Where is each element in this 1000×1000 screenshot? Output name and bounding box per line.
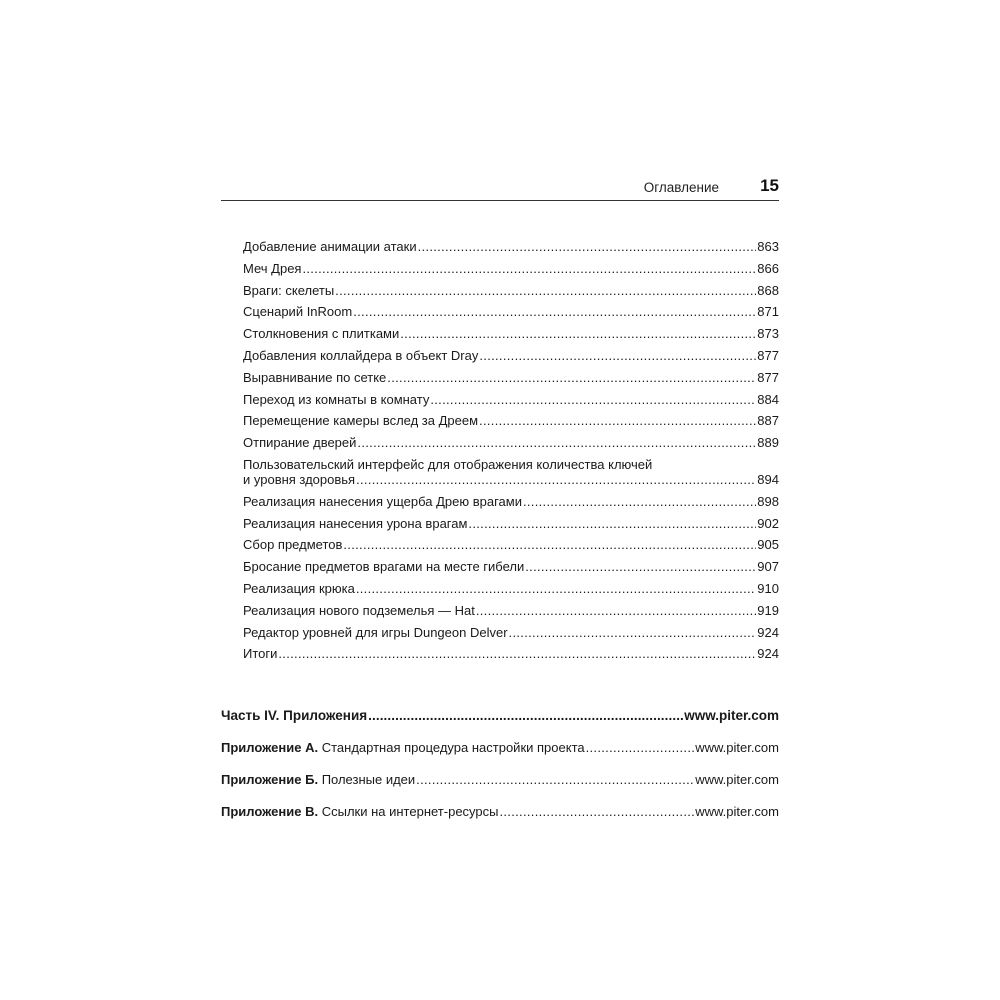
toc-entry-page: 877: [757, 369, 779, 385]
toc-entry-page: 919: [757, 602, 779, 618]
toc-entry-title-line2: и уровня здоровья: [243, 471, 356, 487]
toc-entry: [243, 410, 779, 432]
toc-entry: [243, 389, 779, 411]
toc-entry-title: Добавление анимации атаки: [243, 239, 417, 254]
dot-leader: [523, 491, 756, 513]
toc-entry-title: Реализация нанесения урона врагам: [243, 515, 468, 531]
toc-entry: [243, 301, 779, 323]
toc-entry-page: 866: [757, 260, 779, 276]
toc-entry-title: Добавления коллайдера в объект Dray: [243, 347, 479, 363]
toc-entry-title: Сбор предметов: [243, 537, 343, 553]
toc-entry-page: 884: [757, 391, 779, 407]
appendix-entry: [221, 769, 779, 791]
dot-leader: [400, 323, 756, 345]
toc-entry-title: Реализация нанесения ущерба Дрею врагами: [243, 493, 522, 509]
toc-entry-page: 924: [757, 624, 779, 640]
toc-entry-title: Меч Дрея: [243, 260, 302, 276]
dot-leader: [476, 600, 756, 622]
toc-entry-page: 924: [757, 646, 779, 662]
dot-leader: [509, 622, 757, 644]
dot-leader: [416, 769, 694, 791]
appendix-title: Ссылки на интернет-ресурсы: [321, 804, 499, 819]
appendix-page: www.piter.com: [695, 772, 779, 787]
appendix-entry: [221, 737, 779, 759]
toc-entry-second-line: [243, 469, 779, 491]
toc-entry-page: 863: [757, 239, 779, 254]
toc-entry-title: Столкновения с плитками: [243, 326, 400, 342]
toc-entry-page: 905: [757, 537, 779, 553]
part-title: Часть IV. Приложения: [221, 708, 368, 723]
appendix-label: [221, 737, 585, 759]
dot-leader: [278, 643, 756, 665]
toc-entry: [243, 600, 779, 622]
dot-leader: [357, 432, 756, 454]
toc-entry: [243, 280, 779, 302]
running-header: [221, 176, 779, 201]
toc-entry-title: Отпирание дверей: [243, 435, 357, 451]
toc-entry: [243, 491, 779, 513]
toc-entry-title: Сценарий InRoom: [243, 304, 353, 320]
toc-entry-page: 894: [757, 471, 779, 487]
page-number: 15: [760, 176, 779, 195]
toc-entry-title: Выравнивание по сетке: [243, 369, 387, 385]
toc-entry: [243, 432, 779, 454]
part-heading: [221, 705, 779, 727]
appendix-title: Полезные идеи: [321, 772, 416, 787]
part-page: www.piter.com: [684, 708, 779, 723]
appendix-page: www.piter.com: [695, 804, 779, 819]
toc-entry: [243, 643, 779, 665]
dot-leader: [356, 469, 756, 491]
toc-entry: [243, 578, 779, 600]
appendix-prefix: Приложение А.: [221, 740, 319, 755]
dot-leader: [430, 389, 756, 411]
appendix-prefix: Приложение Б.: [221, 772, 319, 787]
dot-leader: [479, 345, 756, 367]
toc-entry: [243, 534, 779, 556]
toc-entry: [243, 236, 779, 258]
dot-leader: [418, 236, 757, 258]
appendix-prefix: Приложение В.: [221, 804, 319, 819]
toc-entry: [243, 367, 779, 389]
toc-entry: [243, 345, 779, 367]
toc-entry-page: 907: [757, 559, 779, 575]
appendix-label: [221, 769, 415, 791]
appendix-page: www.piter.com: [695, 740, 779, 755]
toc-entry-title: Итоги: [243, 646, 278, 662]
dot-leader: [368, 705, 683, 727]
appendix-label: [221, 801, 498, 823]
toc-entry-title: Бросание предметов врагами на месте гибели: [243, 559, 525, 575]
dot-leader: [356, 578, 756, 600]
toc-entry-title: Перемещение камеры вслед за Дреем: [243, 413, 479, 429]
dot-leader: [468, 513, 756, 535]
toc-entry-title: Переход из комнаты в комнату: [243, 391, 430, 407]
dot-leader: [479, 410, 756, 432]
dot-leader: [586, 737, 695, 759]
appendix-title: Стандартная процедура настройки проекта: [321, 740, 585, 755]
dot-leader: [387, 367, 756, 389]
toc-entry-title: Враги: скелеты: [243, 282, 335, 298]
toc-entry-page: 871: [757, 304, 779, 320]
toc-entry-page: 868: [757, 282, 779, 298]
dot-leader: [335, 280, 756, 302]
appendix-section: [221, 705, 779, 823]
toc-entry-title: Реализация крюка: [243, 580, 355, 596]
toc-entry-page: 889: [757, 435, 779, 451]
toc-entry: [243, 556, 779, 578]
dot-leader: [499, 801, 694, 823]
toc-entry-page: 887: [757, 413, 779, 429]
toc-entry: [243, 513, 779, 535]
toc-entry-page: 877: [757, 347, 779, 363]
section-title: Оглавление: [643, 180, 719, 195]
dot-leader: [353, 301, 756, 323]
dot-leader: [343, 534, 756, 556]
appendix-entry: [221, 801, 779, 823]
dot-leader: [302, 258, 756, 280]
toc-entry: [243, 622, 779, 644]
toc-entry-title-line1: Пользовательский интерфейс для отображения количества ключей: [243, 456, 653, 472]
toc-list: [243, 236, 779, 665]
toc-entry-title: Реализация нового подземелья — Hat: [243, 602, 475, 618]
toc-entry: [243, 258, 779, 280]
dot-leader: [525, 556, 756, 578]
toc-entry-page: 898: [757, 493, 779, 509]
toc-entry-page: 910: [757, 580, 779, 596]
toc-entry: [243, 454, 779, 491]
toc-entry-title: Редактор уровней для игры Dungeon Delver: [243, 624, 508, 640]
toc-entry-page: 873: [757, 326, 779, 342]
toc-entry-page: 902: [757, 515, 779, 531]
toc-entry: [243, 323, 779, 345]
